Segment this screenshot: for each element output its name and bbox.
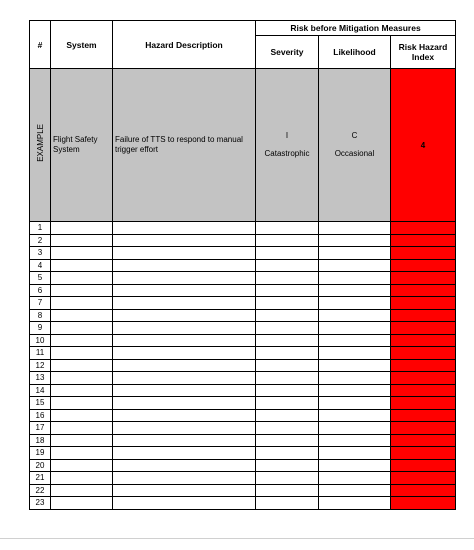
example-row (30, 69, 456, 222)
hazard-cell[interactable] (113, 259, 256, 272)
example-label-cell (30, 69, 51, 222)
table-row (30, 397, 456, 410)
hazard-cell[interactable] (113, 447, 256, 460)
system-cell[interactable] (51, 422, 113, 435)
hazard-cell[interactable] (113, 309, 256, 322)
risk-index-cell[interactable] (391, 397, 456, 410)
system-cell[interactable] (51, 234, 113, 247)
table-row (30, 434, 456, 447)
risk-index-cell[interactable] (391, 322, 456, 335)
risk-index-cell[interactable] (391, 384, 456, 397)
severity-cell[interactable] (256, 397, 319, 410)
example-risk-index: 4 (391, 69, 456, 222)
row-number: 19 (30, 447, 51, 460)
hazard-cell[interactable] (113, 384, 256, 397)
row-number: 6 (30, 284, 51, 297)
system-cell[interactable] (51, 259, 113, 272)
header-risk-index: Risk Hazard Index (391, 36, 456, 69)
header-number: # (30, 21, 51, 69)
row-number: 20 (30, 459, 51, 472)
severity-cell[interactable] (256, 434, 319, 447)
severity-cell[interactable] (256, 334, 319, 347)
header-severity: Severity (256, 36, 319, 69)
row-number: 14 (30, 384, 51, 397)
row-number: 18 (30, 434, 51, 447)
system-cell[interactable] (51, 284, 113, 297)
header-risk-group: Risk before Mitigation Measures (256, 21, 456, 36)
header-system: System (51, 21, 113, 69)
table-row (30, 322, 456, 335)
system-cell[interactable] (51, 484, 113, 497)
severity-cell[interactable] (256, 372, 319, 385)
risk-index-cell[interactable] (391, 222, 456, 235)
example-hazard: Failure of TTS to respond to manual trigger effort (113, 69, 256, 222)
system-cell[interactable] (51, 434, 113, 447)
row-number: 2 (30, 234, 51, 247)
example-severity-text: Catastrophic (264, 149, 310, 158)
risk-index-cell[interactable] (391, 272, 456, 285)
severity-cell[interactable] (256, 422, 319, 435)
risk-index-cell[interactable] (391, 359, 456, 372)
table-row (30, 447, 456, 460)
hazard-cell[interactable] (113, 409, 256, 422)
likelihood-cell[interactable] (319, 272, 391, 285)
severity-cell[interactable] (256, 359, 319, 372)
hazard-table (29, 20, 456, 510)
hazard-cell[interactable] (113, 434, 256, 447)
risk-index-cell[interactable] (391, 484, 456, 497)
table-row (30, 422, 456, 435)
table-row (30, 234, 456, 247)
row-number: 9 (30, 322, 51, 335)
severity-cell[interactable] (256, 234, 319, 247)
system-cell[interactable] (51, 372, 113, 385)
hazard-cell[interactable] (113, 472, 256, 485)
table-row (30, 284, 456, 297)
table-row (30, 359, 456, 372)
header-likelihood: Likelihood (319, 36, 391, 69)
severity-cell[interactable] (256, 447, 319, 460)
risk-index-cell[interactable] (391, 459, 456, 472)
likelihood-cell[interactable] (319, 384, 391, 397)
system-cell[interactable] (51, 459, 113, 472)
likelihood-cell[interactable] (319, 397, 391, 410)
risk-index-cell[interactable] (391, 447, 456, 460)
example-likelihood-text: Occasional (334, 149, 375, 158)
example-severity-code: I (285, 131, 289, 140)
table-row (30, 297, 456, 310)
hazard-cell[interactable] (113, 422, 256, 435)
hazard-cell[interactable] (113, 359, 256, 372)
system-cell[interactable] (51, 272, 113, 285)
severity-cell[interactable] (256, 484, 319, 497)
system-cell[interactable] (51, 447, 113, 460)
header-hazard-description: Hazard Description (113, 21, 256, 69)
example-system: Flight Safety System (51, 69, 113, 222)
risk-index-cell[interactable] (391, 409, 456, 422)
severity-cell[interactable] (256, 384, 319, 397)
likelihood-cell[interactable] (319, 434, 391, 447)
row-number: 3 (30, 247, 51, 260)
table-row (30, 272, 456, 285)
table-row (30, 259, 456, 272)
row-number: 22 (30, 484, 51, 497)
row-number: 5 (30, 272, 51, 285)
hazard-cell[interactable] (113, 247, 256, 260)
table-row (30, 497, 456, 510)
table-row (30, 484, 456, 497)
system-cell[interactable] (51, 309, 113, 322)
risk-index-cell[interactable] (391, 297, 456, 310)
risk-index-cell[interactable] (391, 284, 456, 297)
severity-cell[interactable] (256, 284, 319, 297)
system-cell[interactable] (51, 497, 113, 510)
risk-index-cell[interactable] (391, 334, 456, 347)
hazard-cell[interactable] (113, 497, 256, 510)
row-number: 21 (30, 472, 51, 485)
severity-cell[interactable] (256, 309, 319, 322)
system-cell[interactable] (51, 297, 113, 310)
risk-index-cell[interactable] (391, 422, 456, 435)
risk-index-cell[interactable] (391, 309, 456, 322)
risk-index-cell[interactable] (391, 247, 456, 260)
risk-index-cell[interactable] (391, 472, 456, 485)
severity-cell[interactable] (256, 322, 319, 335)
likelihood-cell[interactable] (319, 497, 391, 510)
row-number: 16 (30, 409, 51, 422)
system-cell[interactable] (51, 247, 113, 260)
row-number: 17 (30, 422, 51, 435)
severity-cell[interactable] (256, 259, 319, 272)
table-row (30, 222, 456, 235)
page-divider (0, 538, 474, 539)
likelihood-cell[interactable] (319, 372, 391, 385)
likelihood-cell[interactable] (319, 222, 391, 235)
risk-index-cell[interactable] (391, 259, 456, 272)
example-label: EXAMPLE (35, 123, 45, 162)
row-number: 10 (30, 334, 51, 347)
row-number: 8 (30, 309, 51, 322)
hazard-cell[interactable] (113, 222, 256, 235)
example-likelihood (319, 69, 391, 222)
likelihood-cell[interactable] (319, 322, 391, 335)
likelihood-cell[interactable] (319, 259, 391, 272)
likelihood-cell[interactable] (319, 484, 391, 497)
likelihood-cell[interactable] (319, 409, 391, 422)
system-cell[interactable] (51, 322, 113, 335)
row-number: 1 (30, 222, 51, 235)
severity-cell[interactable] (256, 222, 319, 235)
likelihood-cell[interactable] (319, 297, 391, 310)
risk-index-cell[interactable] (391, 497, 456, 510)
row-number: 12 (30, 359, 51, 372)
system-cell[interactable] (51, 472, 113, 485)
hazard-cell[interactable] (113, 322, 256, 335)
likelihood-cell[interactable] (319, 472, 391, 485)
table-row (30, 384, 456, 397)
hazard-cell[interactable] (113, 484, 256, 497)
row-number: 4 (30, 259, 51, 272)
severity-cell[interactable] (256, 297, 319, 310)
row-number: 15 (30, 397, 51, 410)
table-row (30, 309, 456, 322)
system-cell[interactable] (51, 347, 113, 360)
table-row (30, 334, 456, 347)
hazard-cell[interactable] (113, 284, 256, 297)
severity-cell[interactable] (256, 409, 319, 422)
likelihood-cell[interactable] (319, 422, 391, 435)
hazard-cell[interactable] (113, 334, 256, 347)
severity-cell[interactable] (256, 472, 319, 485)
risk-index-cell[interactable] (391, 234, 456, 247)
likelihood-cell[interactable] (319, 359, 391, 372)
severity-cell[interactable] (256, 247, 319, 260)
hazard-cell[interactable] (113, 297, 256, 310)
system-cell[interactable] (51, 397, 113, 410)
example-severity (256, 69, 319, 222)
table-row (30, 347, 456, 360)
system-cell[interactable] (51, 409, 113, 422)
severity-cell[interactable] (256, 347, 319, 360)
hazard-cell[interactable] (113, 347, 256, 360)
risk-index-cell[interactable] (391, 434, 456, 447)
table-row (30, 247, 456, 260)
hazard-cell[interactable] (113, 272, 256, 285)
likelihood-cell[interactable] (319, 309, 391, 322)
system-cell[interactable] (51, 334, 113, 347)
likelihood-cell[interactable] (319, 247, 391, 260)
likelihood-cell[interactable] (319, 334, 391, 347)
row-number: 11 (30, 347, 51, 360)
hazard-cell[interactable] (113, 459, 256, 472)
hazard-cell[interactable] (113, 372, 256, 385)
example-likelihood-code: C (351, 131, 358, 140)
likelihood-cell[interactable] (319, 447, 391, 460)
row-number: 23 (30, 497, 51, 510)
hazard-cell[interactable] (113, 397, 256, 410)
system-cell[interactable] (51, 359, 113, 372)
likelihood-cell[interactable] (319, 284, 391, 297)
risk-index-cell[interactable] (391, 347, 456, 360)
table-row (30, 472, 456, 485)
severity-cell[interactable] (256, 272, 319, 285)
table-row (30, 459, 456, 472)
severity-cell[interactable] (256, 459, 319, 472)
row-number: 7 (30, 297, 51, 310)
table-row (30, 409, 456, 422)
system-cell[interactable] (51, 384, 113, 397)
severity-cell[interactable] (256, 497, 319, 510)
likelihood-cell[interactable] (319, 459, 391, 472)
row-number: 13 (30, 372, 51, 385)
likelihood-cell[interactable] (319, 234, 391, 247)
table-row (30, 372, 456, 385)
risk-index-cell[interactable] (391, 372, 456, 385)
system-cell[interactable] (51, 222, 113, 235)
likelihood-cell[interactable] (319, 347, 391, 360)
hazard-cell[interactable] (113, 234, 256, 247)
